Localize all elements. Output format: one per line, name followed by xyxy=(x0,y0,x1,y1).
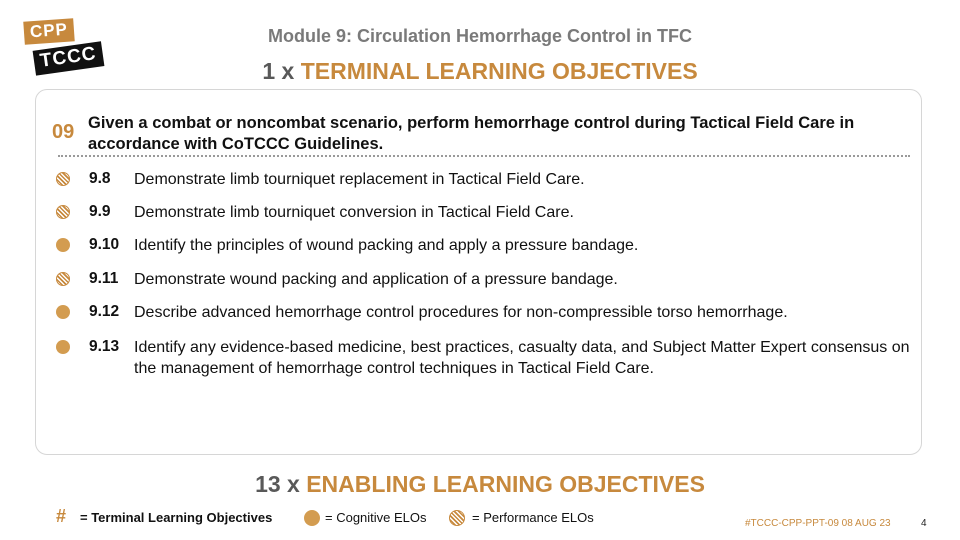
elo-text: Demonstrate wound packing and application of a pressure bandage. xyxy=(134,271,618,288)
cognitive-bullet-icon xyxy=(56,305,70,319)
performance-bullet-icon xyxy=(56,272,70,286)
performance-legend-icon xyxy=(449,510,465,526)
elo-text: Demonstrate limb tourniquet conversion in Tactical Field Care. xyxy=(134,204,574,221)
legend-terminal-text: = Terminal Learning Objectives xyxy=(80,510,273,525)
elo-number: 9.9 xyxy=(89,203,111,220)
tlo-number: 09 xyxy=(52,121,75,143)
performance-bullet-icon xyxy=(56,205,70,219)
elo-number: 9.12 xyxy=(89,303,120,320)
tlo-heading xyxy=(0,58,960,85)
tlo-text: Given a combat or noncombat scenario, perform hemorrhage control during Tactical Field Care in accordance with CoTCCC Guidelines. xyxy=(88,114,855,153)
elo-text: Demonstrate limb tourniquet replacement in Tactical Field Care. xyxy=(134,171,585,188)
elo-number: 9.11 xyxy=(89,270,119,287)
footer-document-id: #TCCC-CPP-PPT-09 08 AUG 23 xyxy=(745,518,891,529)
logo-cpp: CPP xyxy=(23,18,74,44)
hash-icon: # xyxy=(56,506,67,526)
tlo-label: TERMINAL LEARNING OBJECTIVES xyxy=(300,58,698,84)
cognitive-bullet-icon xyxy=(56,238,70,252)
elo-text: Identify any evidence-based medicine, best practices, casualty data, and Subject Matter Expert consensus on the management of hemorrhage control techniques in Tactical Field Care. xyxy=(134,339,910,377)
dotted-divider xyxy=(58,155,910,157)
page-number: 4 xyxy=(921,518,927,529)
elo-label: ENABLING LEARNING OBJECTIVES xyxy=(306,471,705,497)
elo-text: Identify the principles of wound packing and apply a pressure bandage. xyxy=(134,237,639,254)
elo-count: 13 x xyxy=(255,471,300,497)
performance-bullet-icon xyxy=(56,172,70,186)
module-title: Module 9: Circulation Hemorrhage Control in TFC xyxy=(267,26,692,46)
logo-tccc: TCCC xyxy=(33,41,105,75)
elo-heading xyxy=(0,471,960,498)
elo-number: 9.8 xyxy=(89,170,111,187)
cognitive-legend-icon xyxy=(304,510,320,526)
elo-text: Describe advanced hemorrhage control procedures for non-compressible torso hemorrhage. xyxy=(134,304,788,321)
tlo-count: 1 x xyxy=(262,58,295,84)
elo-number: 9.10 xyxy=(89,236,120,253)
legend-terminal xyxy=(80,510,272,525)
cognitive-bullet-icon xyxy=(56,340,70,354)
legend-cognitive: = Cognitive ELOs xyxy=(325,510,427,525)
elo-number: 9.13 xyxy=(89,338,120,355)
legend-performance: = Performance ELOs xyxy=(472,510,594,525)
